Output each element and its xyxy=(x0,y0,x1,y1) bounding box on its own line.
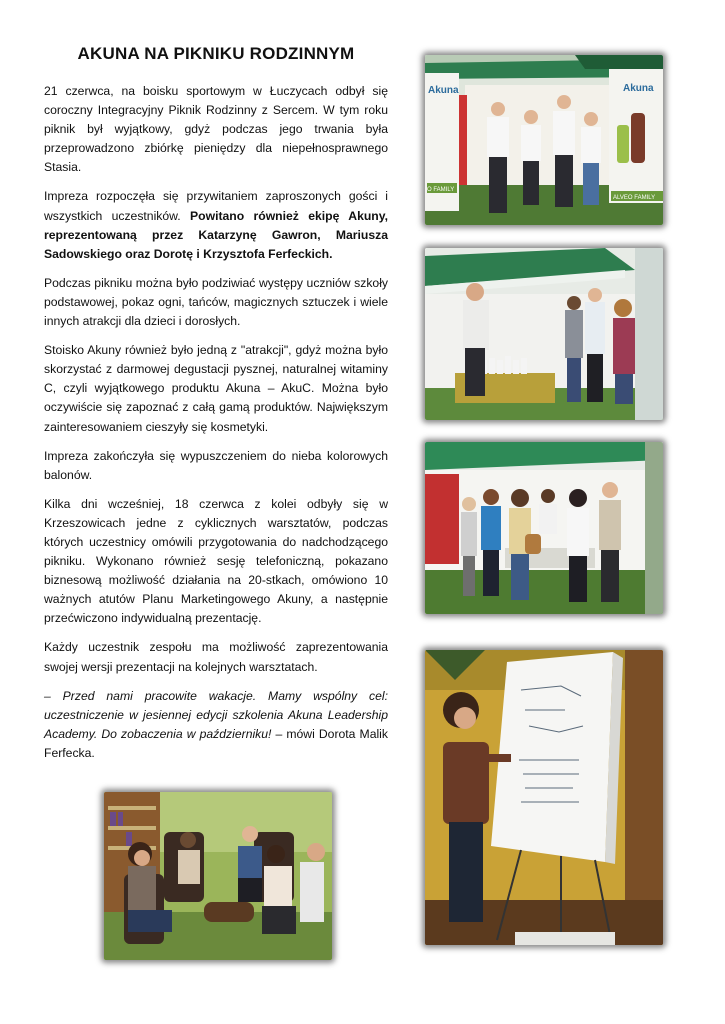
photo-team-at-tent xyxy=(425,55,663,225)
banner-left-bottom-text: O FAMILY xyxy=(427,187,455,193)
paragraph xyxy=(44,687,388,763)
paragraph xyxy=(44,187,388,263)
paragraph-text: – mówi Dorota Malik Ferfecka. xyxy=(44,726,388,760)
photo-akuna-stand xyxy=(425,248,663,420)
article-body xyxy=(44,82,388,773)
paragraph: Podczas pikniku można było podziwiać występy uczniów szkoły podstawowej, pokaz ogni, tańców, magicznych sztuczek i wiele innych atrakcji dla dzieci i dorosłych. xyxy=(44,275,388,329)
paragraph-text: Impreza rozpoczęła się przywitaniem zaproszonych gości i wszystkich uczestników. xyxy=(44,189,388,223)
photo-workshop-group xyxy=(104,792,332,960)
paragraph: 21 czerwca, na boisku sportowym w Łuczycach odbył się coroczny Integracyjny Piknik Rodzinny z Sercem. W tym roku piknik był wyjątkowy, gdyż podczas jego trwania była przeprowadzono zbiórkę pieniędzy dla niepełnosprawnego Stasia. xyxy=(44,84,388,175)
photo-visitors-at-stand xyxy=(425,442,663,614)
paragraph: Stoisko Akuny również było jedną z "atrakcji", gdyż można było skorzystać z darmowej degustacji pysznej, naturalnej witaminy C, czyli wyjątkowego produktu Akuna – AkuC. Można było oczywiście się zapoznać z całą gamą produktów. Największym zainteresowaniem cieszyły się kosmetyki. xyxy=(44,343,388,434)
banner-left-text: Akuna xyxy=(428,85,459,96)
photo-flipchart-presentation xyxy=(425,650,663,945)
banner-right-bottom-text: ALVEO FAMILY xyxy=(613,195,656,201)
paragraph-bold-text: Powitano również ekipę Akuny, reprezentowaną przez Katarzynę Gawron, Mariusza Sadowskiego oraz Dorotę i Krzysztofa Ferfeckich. xyxy=(44,208,388,261)
paragraph: Impreza zakończyła się wypuszczeniem do nieba kolorowych balonów. xyxy=(44,448,388,482)
quote-text: – Przed nami pracowite wakacje. Mamy wspólny cel: uczestniczenie w jesiennej edycji szkolenia Akuna Leadership Academy. Do zobaczenia w październiku! xyxy=(44,688,388,741)
paragraph: Każdy uczestnik zespołu ma możliwość zaprezentowania swojej wersji prezentacji na kolejnych warsztatach. xyxy=(44,640,388,674)
paragraph: Kilka dni wcześniej, 18 czerwca z kolei odbyły się w Krzeszowicach jedne z cyklicznych warsztatów, podczas których uczestnicy omówili przygotowania do nadchodzącego pikniku. Wykonano również sesję telefoniczną, pokazano biznesową możliwość działania na 20-stkach, omówiono 10 ważnych atutów Planu Marketingowego Akuny, a następnie przećwiczono indywidualną prezentację. xyxy=(44,496,388,626)
banner-right-text: Akuna xyxy=(623,83,654,94)
article-title: AKUNA NA PIKNIKU RODZINNYM xyxy=(77,44,355,63)
